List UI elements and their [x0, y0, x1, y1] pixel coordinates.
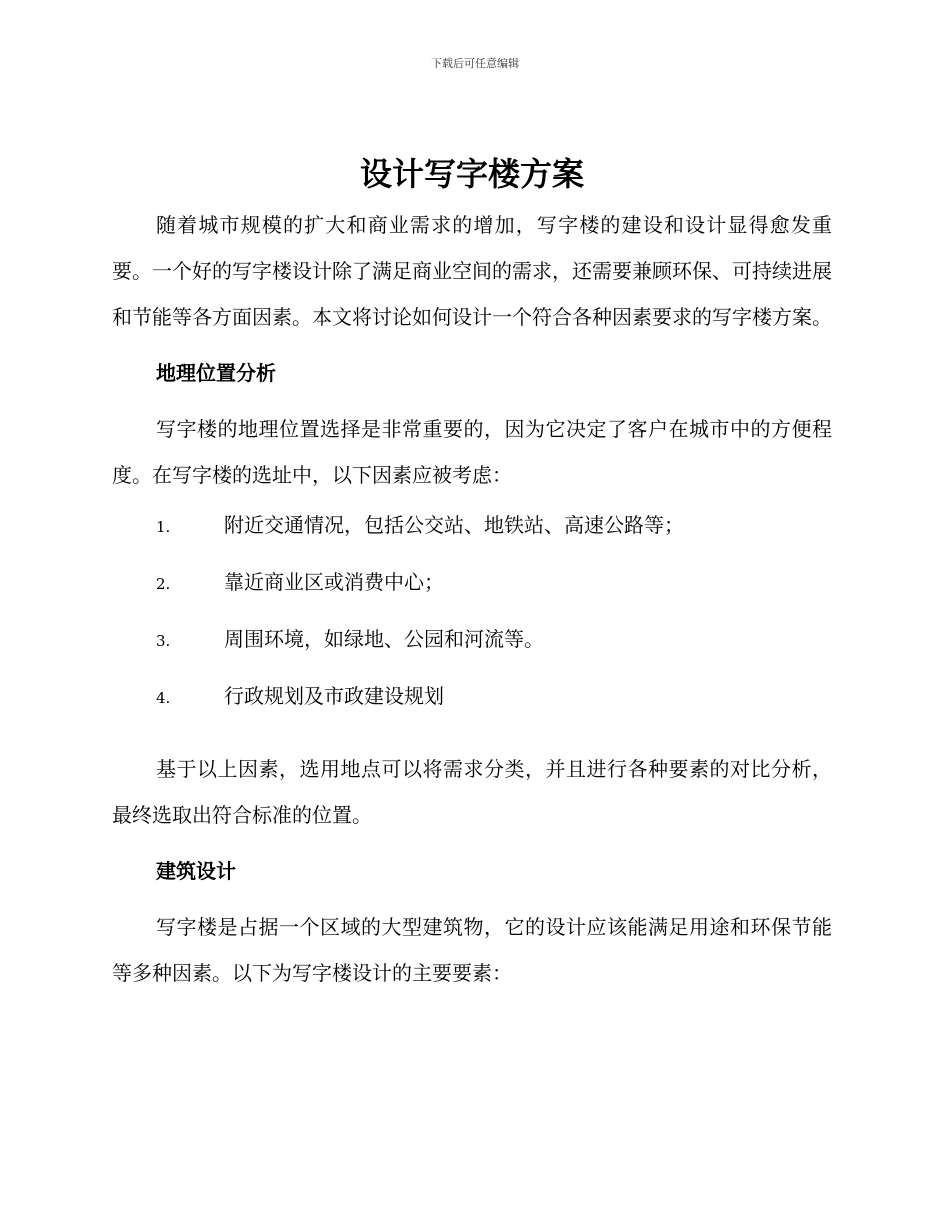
location-factor-list — [112, 510, 832, 738]
list-item — [112, 567, 832, 624]
intro-paragraph: 随着城市规模的扩大和商业需求的增加，写字楼的建设和设计显得愈发重要。一个好的写字楼设计除了满足商业空间的需求，还需要兼顾环保、可持续进展和节能等各方面因素。本文将讨论如何设计一个符合各种因素要求的写字楼方案。 — [112, 213, 832, 329]
list-item-number: 4. — [156, 689, 171, 707]
list-item — [112, 510, 832, 567]
list-item — [112, 624, 832, 681]
section-heading-architecture: 建筑设计 — [156, 859, 236, 883]
list-item-number: 3. — [156, 632, 171, 650]
location-paragraph: 写字楼的地理位置选择是非常重要的，因为它决定了客户在城市中的方便程度。在写字楼的选址中，以下因素应被考虑： — [112, 417, 832, 487]
page-header: 下载后可任意编辑 — [431, 57, 519, 70]
document-title: 设计写字楼方案 — [359, 155, 584, 193]
list-item-text: 周围环境，如绿地、公园和河流等。 — [224, 627, 544, 651]
list-item-text: 行政规划及市政建设规划 — [224, 684, 444, 708]
document-body — [112, 150, 832, 996]
list-item-text: 附近交通情况，包括公交站、地铁站、高速公路等； — [224, 513, 684, 537]
architecture-paragraph: 写字楼是占据一个区域的大型建筑物，它的设计应该能满足用途和环保节能等多种因素。以下为写字楼设计的主要要素： — [112, 915, 832, 985]
location-conclusion-paragraph: 基于以上因素，选用地点可以将需求分类，并且进行各种要素的对比分析，最终选取出符合标准的位置。 — [112, 757, 832, 827]
list-item-number: 2. — [156, 575, 171, 593]
list-item-text: 靠近商业区或消费中心； — [224, 570, 444, 594]
list-item-number: 1. — [156, 518, 171, 536]
list-item — [112, 681, 832, 738]
section-heading-location: 地理位置分析 — [156, 361, 276, 385]
